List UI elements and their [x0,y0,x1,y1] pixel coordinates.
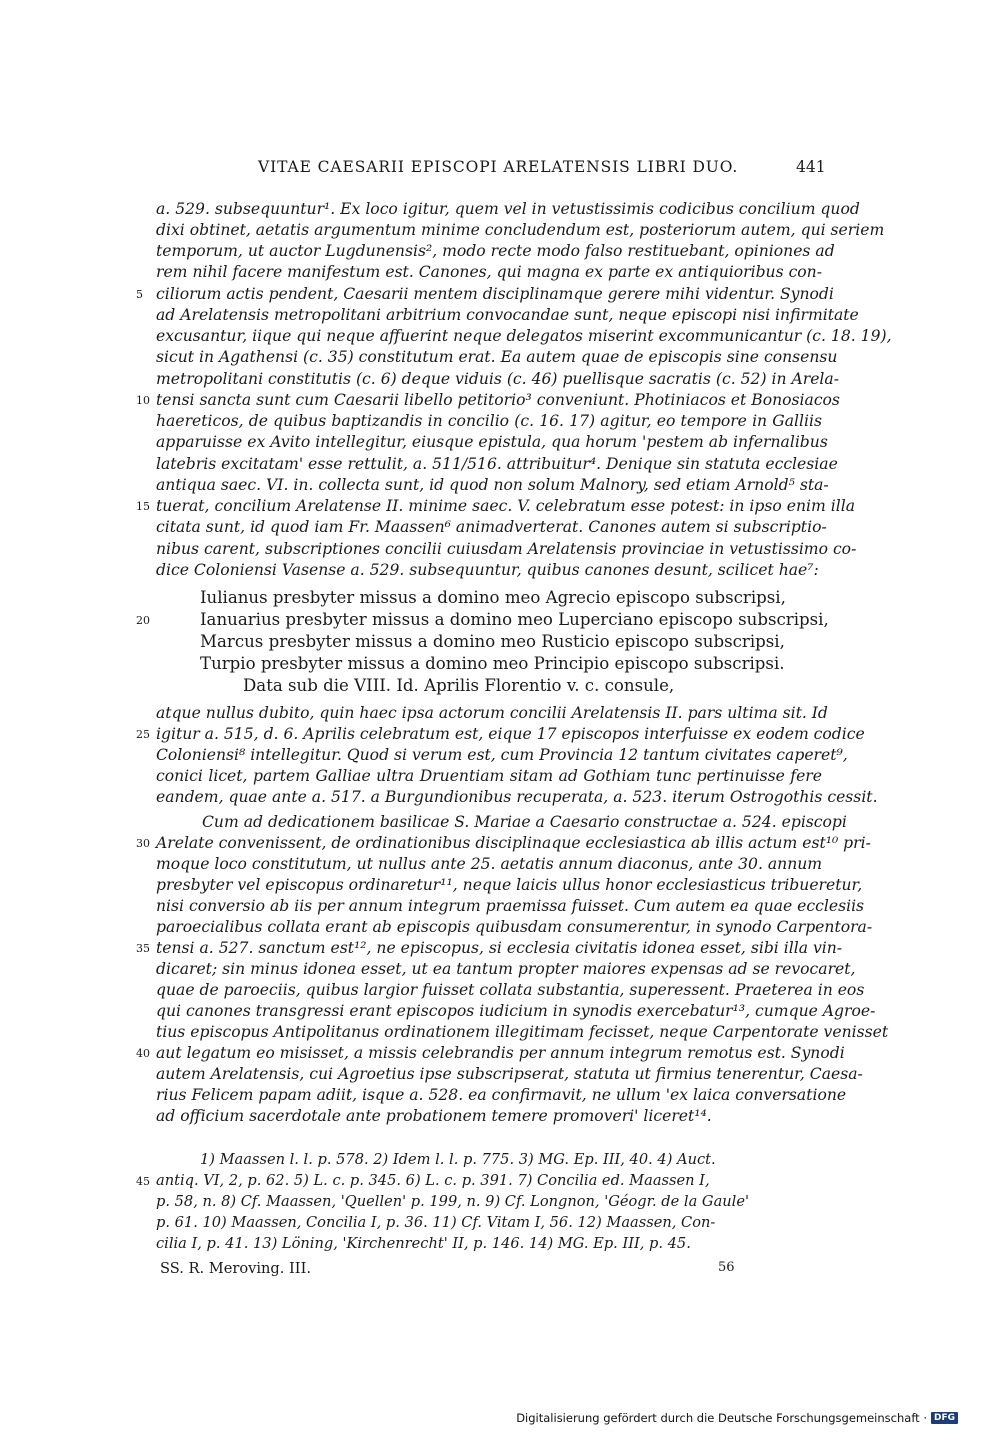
digitization-credit [516,1411,958,1425]
body-line: nibus carent, subscriptiones concilii cuiusdam Arelatensis provinciae in vetustissimo co- [156,540,857,558]
line-number: 15 [136,500,150,513]
body-line: ad Arelatensis metropolitani arbitrium convocandae sunt, neque episcopi nisi infirmitate [156,306,859,324]
footnote-line: p. 58, n. 8) Cf. Maassen, 'Quellen' p. 199, n. 9) Cf. Longnon, 'Géogr. de la Gaule' [156,1193,749,1210]
body-line: latebris excitatam' esse rettulit, a. 511/516. attribuitur⁴. Denique sin statuta ecclesiae [156,455,838,473]
footnote-line: antiq. VI, 2, p. 62. 5) L. c. p. 345. 6) L. c. p. 391. 7) Concilia ed. Maassen I, [156,1172,710,1189]
line-number: 40 [136,1047,150,1060]
body-line: atque nullus dubito, quin haec ipsa actorum concilii Arelatensis II. pars ultima sit. Id [156,704,828,722]
body-line: igitur a. 515, d. 6. Aprilis celebratum est, eique 17 episcopos interfuisse ex eodem codice [156,725,865,743]
body-line: apparuisse ex Avito intellegitur, eiusque epistula, qua horum 'pestem ab infernalibus [156,433,828,451]
body-line: tius episcopus Antipolitanus ordinationem illegitimam fecisset, neque Carpentorate venisset [156,1023,889,1041]
credit-text: Digitalisierung gefördert durch die Deutsche Forschungsgemeinschaft · [516,1411,927,1425]
body-line: metropolitani constitutis (c. 6) deque viduis (c. 46) puellisque sacratis (c. 52) in Arela- [156,370,839,388]
body-line: dixi obtinet, aetatis argumentum minime concludendum est, posteriorum autem, qui seriem [156,221,885,239]
body-line: Arelate convenissent, de ordinationibus disciplinaque ecclesiastica ab illis actum est¹⁰ pri- [156,834,871,852]
body-line: autem Arelatensis, cui Agroetius ipse subscripserat, statuta ut firmius tenerentur, Caesa- [156,1065,863,1083]
body-line: eandem, quae ante a. 517. a Burgundionibus recuperata, a. 523. iterum Ostrogothis cessit. [156,788,878,806]
line-number: 25 [136,728,150,741]
body-line: tensi a. 527. sanctum est¹², ne episcopus, si ecclesia civitatis idonea esset, sibi illa vin- [156,939,843,957]
footnote-line: p. 61. 10) Maassen, Concilia I, p. 36. 11) Cf. Vitam I, 56. 12) Maassen, Con- [156,1214,716,1231]
line-number: 5 [136,288,143,301]
body-line: rem nihil facere manifestum est. Canones, qui magna ex parte ex antiquioribus con- [156,263,822,281]
body-line: Cum ad dedicationem basilicae S. Mariae a Caesario constructae a. 524. episcopi [202,813,847,831]
line-number: 20 [136,614,150,627]
body-line: ad officium sacerdotale ante probationem temere promoveri' liceret¹⁴. [156,1107,712,1125]
footnote-line: cilia I, p. 41. 13) Löning, 'Kirchenrecht' II, p. 146. 14) MG. Ep. III, p. 45. [156,1235,691,1252]
page-number: 441 [796,158,826,176]
subscription-line: Turpio presbyter missus a domino meo Principio episcopo subscripsi. [200,654,785,673]
body-line: excusantur, iique qui neque affuerint neque delegatos miserint excommunicantur (c. 18. 19), [156,327,892,345]
body-line: a. 529. subsequuntur¹. Ex loco igitur, quem vel in vetustissimis codicibus concilium quod [156,200,860,218]
body-line: dice Coloniensi Vasense a. 529. subsequuntur, quibus canones desunt, scilicet hae⁷: [156,561,819,579]
body-line: quae de paroeciis, quibus largior fuisset collata substantia, superessent. Praeterea in eos [156,981,865,999]
subscription-date-line: Data sub die VIII. Id. Aprilis Florentio v. c. consule, [243,676,675,695]
body-line: Coloniensi⁸ intellegitur. Quod si verum est, cum Provincia 12 tantum civitates caperet⁹, [156,746,848,764]
running-header [0,158,1000,182]
line-number: 30 [136,837,150,850]
body-line: sicut in Agathensi (c. 35) constitutum erat. Ea autem quae de episcopis sine consensu [156,348,838,366]
signature-mark: SS. R. Meroving. III. [160,1260,311,1277]
body-line: moque loco constitutum, ut nullus ante 25. aetatis annum diaconus, ante 30. annum [156,855,823,873]
body-line: tuerat, concilium Arelatense II. minime saec. V. celebratum esse potest: in ipso enim illa [156,497,855,515]
body-line: nisi conversio ab iis per annum integrum praemissa fuisset. Cum autem ea quae ecclesiis [156,897,865,915]
body-line: presbyter vel episcopus ordinaretur¹¹, neque laicis ullus honor ecclesiasticus tribueretur, [156,876,863,894]
subscription-line: Ianuarius presbyter missus a domino meo Luperciano episcopo subscripsi, [200,610,829,629]
line-number: 45 [136,1175,150,1188]
body-line: rius Felicem papam adiit, isque a. 528. ea confirmavit, ne ullum 'ex laica conversatione [156,1086,847,1104]
subscription-line: Iulianus presbyter missus a domino meo Agrecio episcopo subscripsi, [200,588,786,607]
subscription-line: Marcus presbyter missus a domino meo Rusticio episcopo subscripsi, [200,632,785,651]
sheet-number: 56 [718,1260,735,1275]
body-line: haereticos, de quibus baptizandis in concilio (c. 16. 17) agitur, eo tempore in Galliis [156,412,822,430]
body-line: dicaret; sin minus idonea esset, ut ea tantum propter maiores expensas ad se revocaret, [156,960,856,978]
body-line: ciliorum actis pendent, Caesarii mentem disciplinamque gerere mihi videntur. Synodi [156,285,834,303]
body-line: qui canones transgressi erant episcopos iudicium in synodis exercebatur¹³, cumque Agroe- [156,1002,876,1020]
body-line: tensi sancta sunt cum Caesarii libello petitorio³ conveniunt. Photiniacos et Bonosiacos [156,391,840,409]
running-title: VITAE CAESARII EPISCOPI ARELATENSIS LIBRI DUO. [258,158,739,176]
body-line: conici licet, partem Galliae ultra Druentiam sitam ad Gothiam tunc pertinuisse fere [156,767,822,785]
footnote-line: 1) Maassen l. l. p. 578. 2) Idem l. l. p. 775. 3) MG. Ep. III, 40. 4) Auct. [200,1151,716,1168]
line-number: 35 [136,942,150,955]
line-number: 10 [136,394,150,407]
body-line: paroecialibus collata erant ab episcopis quibusdam consumerentur, in synodo Carpentora- [156,918,873,936]
dfg-logo-icon: DFG [931,1412,958,1424]
body-line: antiqua saec. VI. in. collecta sunt, id quod non solum Malnory, sed etiam Arnold⁵ sta- [156,476,829,494]
body-line: citata sunt, id quod iam Fr. Maassen⁶ animadverterat. Canones autem si subscriptio- [156,518,827,536]
body-line: temporum, ut auctor Lugdunensis², modo recte modo falso restituebant, opiniones ad [156,242,835,260]
body-line: aut legatum eo misisset, a missis celebrandis per annum integrum remotus est. Synodi [156,1044,845,1062]
